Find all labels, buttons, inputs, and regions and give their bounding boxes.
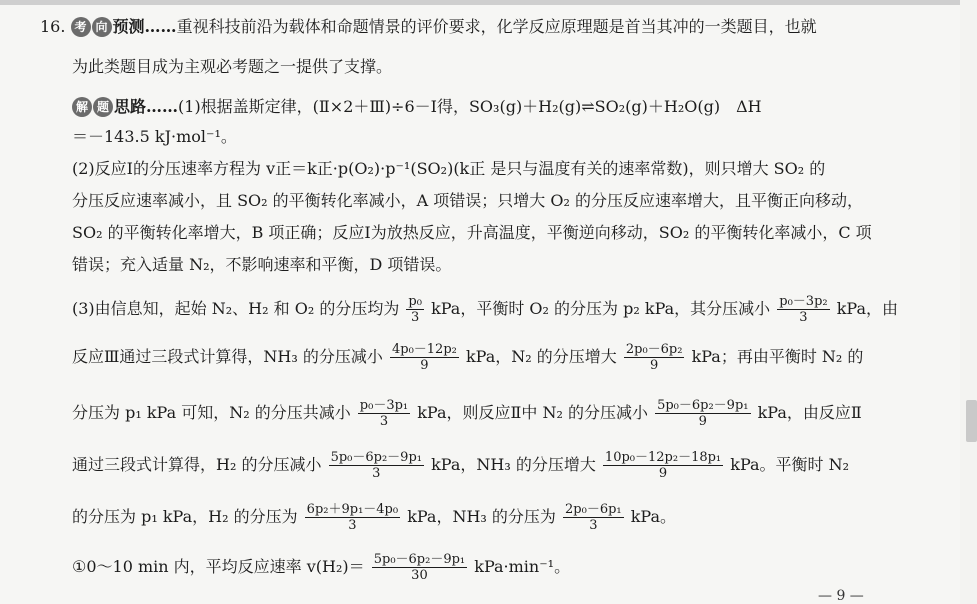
fraction-numerator: p₀ bbox=[408, 294, 422, 309]
fraction bbox=[406, 294, 424, 325]
forecast-title: 预测…… bbox=[112, 17, 177, 36]
badge-ti: 题 bbox=[93, 97, 113, 117]
solution-p2c: SO₂ 的平衡转化率增大，B 项正确；反应Ⅰ为放热反应，升高温度，平衡逆向移动，SO₂ 的平衡转化率减小，C 项 bbox=[72, 223, 872, 242]
fraction bbox=[603, 450, 723, 481]
solution-p3b bbox=[72, 342, 863, 373]
fraction-numerator: 5p₀－6p₂－9p₁ bbox=[373, 552, 466, 567]
p3e-text-3: kPa。 bbox=[630, 507, 677, 526]
p3c-text-2: kPa，则反应Ⅱ中 N₂ 的分压减小 bbox=[417, 403, 648, 422]
solution-p3a bbox=[72, 294, 898, 325]
fraction-numerator: 4p₀－12p₂ bbox=[391, 342, 457, 357]
solution-p1a: (1)根据盖斯定律，(Ⅱ×2＋Ⅲ)÷6－Ⅰ得，SO₃(g)＋H₂(g)⇌SO₂(g)＋H₂O(g) ΔH bbox=[178, 97, 762, 116]
forecast-text-2: 为此类题目成为主观必考题之一提供了支撑。 bbox=[72, 57, 393, 76]
p3a-text-1: (3)由信息知，起始 N₂、H₂ 和 O₂ 的分压均为 bbox=[72, 299, 400, 318]
fraction-numerator: 5p₀－6p₂－9p₁ bbox=[330, 450, 422, 465]
solution-p4 bbox=[72, 552, 570, 583]
solution-p3e bbox=[72, 502, 676, 533]
fraction-denominator: 3 bbox=[411, 310, 420, 325]
p3c-text-3: kPa，由反应Ⅱ bbox=[757, 403, 862, 422]
fraction bbox=[563, 502, 624, 533]
forecast-text-1: 重视科技前沿为载体和命题情景的评价要求，化学反应原理题是首当其冲的一类题目，也就 bbox=[176, 17, 817, 36]
badge-jie: 解 bbox=[72, 97, 92, 117]
p3d-text-1: 通过三段式计算得，H₂ 的分压减小 bbox=[72, 455, 322, 474]
fraction-denominator: 3 bbox=[372, 466, 381, 481]
fraction-numerator: 10p₀－12p₂－18p₁ bbox=[604, 450, 722, 465]
page-number: — 9 — bbox=[818, 588, 864, 604]
fraction bbox=[777, 294, 829, 325]
fraction bbox=[329, 450, 424, 481]
fraction-numerator: 6p₂＋9p₁－4p₀ bbox=[306, 502, 399, 517]
solution-p2a: (2)反应Ⅰ的分压速率方程为 v正＝k正·p(O₂)·p⁻¹(SO₂)(k正 是只与温度有关的速率常数)，则只增大 SO₂ 的 bbox=[72, 159, 826, 178]
fraction bbox=[390, 342, 459, 373]
solution-p2b: 分压反应速率减小，且 SO₂ 的平衡转化率减小，A 项错误；只增大 O₂ 的分压反应速率增大，且平衡正向移动， bbox=[72, 191, 864, 210]
p3b-text-1: 反应Ⅲ通过三段式计算得，NH₃ 的分压减小 bbox=[72, 347, 383, 366]
fraction-numerator: p₀－3p₂ bbox=[779, 294, 828, 309]
p4-text-1: ①0～10 min 内，平均反应速率 v(H₂)＝ bbox=[72, 557, 365, 576]
solution-p3c bbox=[72, 398, 862, 429]
fraction-denominator: 9 bbox=[698, 414, 707, 429]
badge-xiang: 向 bbox=[92, 17, 112, 37]
section-forecast-line1 bbox=[40, 16, 817, 38]
fraction-denominator: 3 bbox=[799, 310, 808, 325]
p3e-text-1: 的分压为 p₁ kPa，H₂ 的分压为 bbox=[72, 507, 298, 526]
fraction-numerator: 5p₀－6p₂－9p₁ bbox=[657, 398, 749, 413]
fraction-denominator: 30 bbox=[411, 568, 428, 583]
p3a-text-2: kPa，平衡时 O₂ 的分压为 p₂ kPa，其分压减小 bbox=[431, 299, 771, 318]
fraction-denominator: 3 bbox=[589, 518, 598, 533]
fraction-denominator: 9 bbox=[420, 358, 429, 373]
p3e-text-2: kPa，NH₃ 的分压为 bbox=[407, 507, 556, 526]
fraction-numerator: p₀－3p₁ bbox=[359, 398, 409, 413]
top-border bbox=[0, 0, 960, 5]
solution-line1 bbox=[72, 96, 762, 118]
p3d-text-3: kPa。平衡时 N₂ bbox=[730, 455, 850, 474]
fraction-denominator: 9 bbox=[658, 466, 668, 481]
p3a-text-3: kPa，由 bbox=[836, 299, 898, 318]
fraction-denominator: 3 bbox=[348, 518, 357, 533]
badge-kao: 考 bbox=[71, 17, 91, 37]
fraction-denominator: 3 bbox=[379, 414, 389, 429]
solution-p2d: 错误；充入适量 N₂，不影响速率和平衡，D 项错误。 bbox=[72, 255, 452, 274]
fraction bbox=[372, 552, 467, 583]
p3b-text-3: kPa；再由平衡时 N₂ 的 bbox=[691, 347, 864, 366]
solution-p1b: ＝－143.5 kJ·mol⁻¹。 bbox=[72, 127, 237, 146]
solution-p3d bbox=[72, 450, 849, 481]
fraction-numerator: 2p₀－6p₁ bbox=[565, 502, 622, 517]
fraction bbox=[624, 342, 685, 373]
p4-text-2: kPa·min⁻¹。 bbox=[474, 557, 571, 576]
solution-title: 思路…… bbox=[114, 97, 179, 116]
fraction bbox=[358, 398, 410, 429]
fraction-numerator: 2p₀－6p₂ bbox=[625, 342, 683, 357]
p3b-text-2: kPa，N₂ 的分压增大 bbox=[465, 347, 617, 366]
scrollbar-thumb[interactable] bbox=[966, 400, 977, 442]
p3c-text-1: 分压为 p₁ kPa 可知，N₂ 的分压共减小 bbox=[72, 403, 351, 422]
fraction bbox=[305, 502, 400, 533]
question-number: 16. bbox=[40, 17, 66, 36]
fraction-denominator: 9 bbox=[650, 358, 659, 373]
fraction bbox=[655, 398, 750, 429]
p3d-text-2: kPa，NH₃ 的分压增大 bbox=[431, 455, 596, 474]
